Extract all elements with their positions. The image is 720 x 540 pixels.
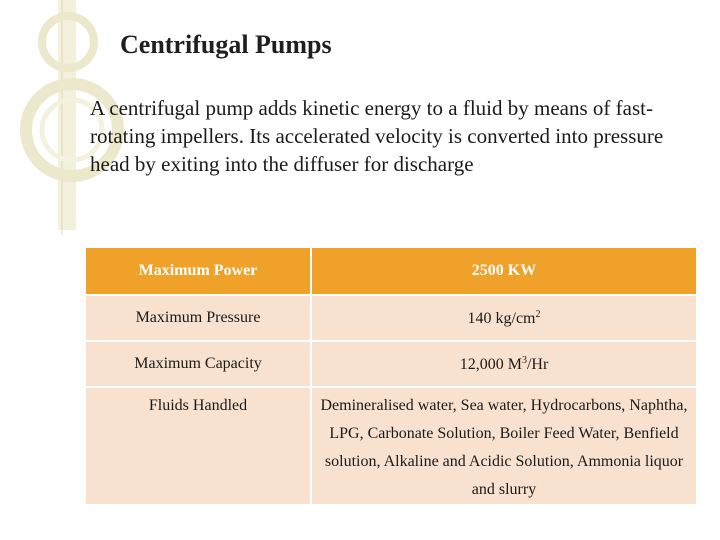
row-value-capacity bbox=[312, 342, 696, 386]
header-value-cell: 2500 KW bbox=[312, 248, 696, 294]
header-label-cell: Maximum Power bbox=[86, 248, 310, 294]
intro-paragraph: A centrifugal pump adds kinetic energy to a fluid by means of fast-rotating impellers. Its accelerated velocity is converted into pressure head by exiting into the diffuser for discharge bbox=[90, 96, 664, 176]
ring-decoration-small bbox=[42, 16, 94, 68]
pressure-value-text: 140 kg/cm bbox=[467, 309, 536, 327]
slide-title: Centrifugal Pumps bbox=[120, 30, 332, 59]
capacity-value-text: 12,000 M bbox=[459, 355, 522, 373]
table-row bbox=[86, 296, 696, 340]
row-label-pressure: Maximum Pressure bbox=[86, 296, 310, 340]
capacity-value-sup: 3 bbox=[521, 354, 527, 366]
row-value-pressure bbox=[312, 296, 696, 340]
table-row bbox=[86, 342, 696, 386]
left-bar-decoration bbox=[58, 0, 76, 230]
row-label-fluids: Fluids Handled bbox=[86, 388, 310, 504]
pump-specs-table bbox=[84, 246, 698, 506]
table-header-row bbox=[86, 248, 696, 294]
row-value-fluids: Demineralised water, Sea water, Hydrocarbons, Naphtha, LPG, Carbonate Solution, Boiler Feed Water, Benfield solution, Alkaline and Acidic Solution, Ammonia liquor and slurry bbox=[312, 388, 696, 504]
capacity-value-suffix: /Hr bbox=[526, 355, 549, 373]
row-label-capacity: Maximum Capacity bbox=[86, 342, 310, 386]
pressure-value-sup: 2 bbox=[535, 308, 541, 320]
table-row bbox=[86, 388, 696, 504]
